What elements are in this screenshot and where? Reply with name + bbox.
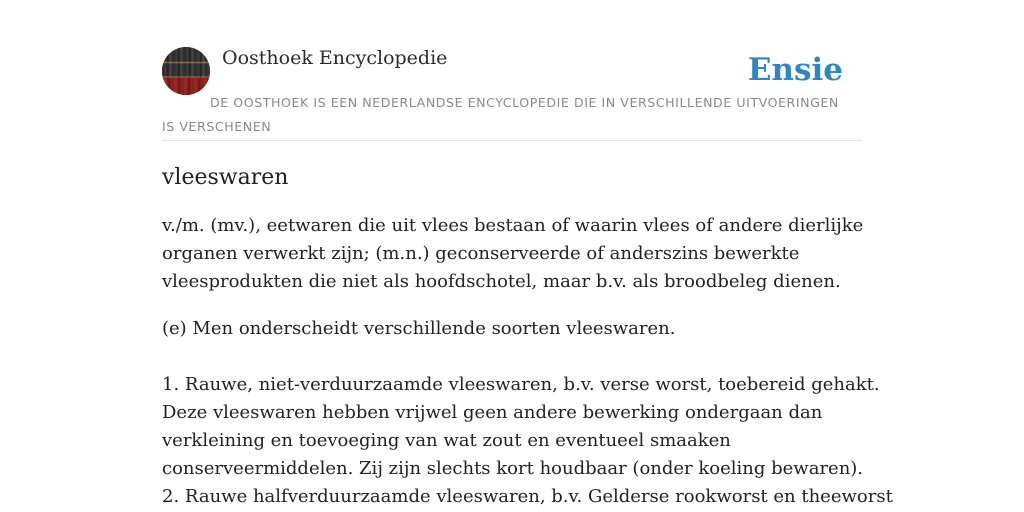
definition-line: vleesprodukten die niet als hoofdschotel, maar b.v. als broodbeleg dienen. <box>162 271 841 292</box>
types-line: 2. Rauwe halfverduurzaamde vleeswaren, b.v. Gelderse rookworst en theeworst <box>162 486 893 507</box>
definition-line: v./m. (mv.), eetwaren die uit vlees bestaan of waarin vlees of andere dierlijke <box>162 215 864 236</box>
types-line: Deze vleeswaren hebben vrijwel geen andere bewerking ondergaan dan <box>162 402 823 423</box>
definition-line: organen verwerkt zijn; (m.n.) geconserveerde of anderszins bewerkte <box>162 243 800 264</box>
site-header <box>162 46 862 141</box>
brand-logo-link[interactable]: Ensie <box>747 52 843 88</box>
types-line: conserveermiddelen. Zij zijn slechts kort houdbaar (onder koeling bewaren). <box>162 458 864 479</box>
types-line: verkleining en toevoeging van wat zout en eventueel smaaken <box>162 430 731 451</box>
article-title: vleeswaren <box>162 165 289 190</box>
encyclopedia-avatar[interactable] <box>162 47 210 95</box>
definition-paragraph <box>162 212 862 296</box>
intro-paragraph <box>162 315 862 343</box>
site-tagline: DE OOSTHOEK IS EEN NEDERLANDSE ENCYCLOPEDIE DIE IN VERSCHILLENDE UITVOERINGEN IS VERSCHENEN <box>162 95 839 134</box>
types-line: 1. Rauwe, niet-verduurzaamde vleeswaren, b.v. verse worst, toebereid gehakt. <box>162 374 880 395</box>
site-name[interactable]: Oosthoek Encyclopedie <box>222 47 448 69</box>
article <box>162 160 893 512</box>
intro-line: (e) Men onderscheidt verschillende soorten vleeswaren. <box>162 318 676 339</box>
types-paragraph <box>162 371 893 511</box>
